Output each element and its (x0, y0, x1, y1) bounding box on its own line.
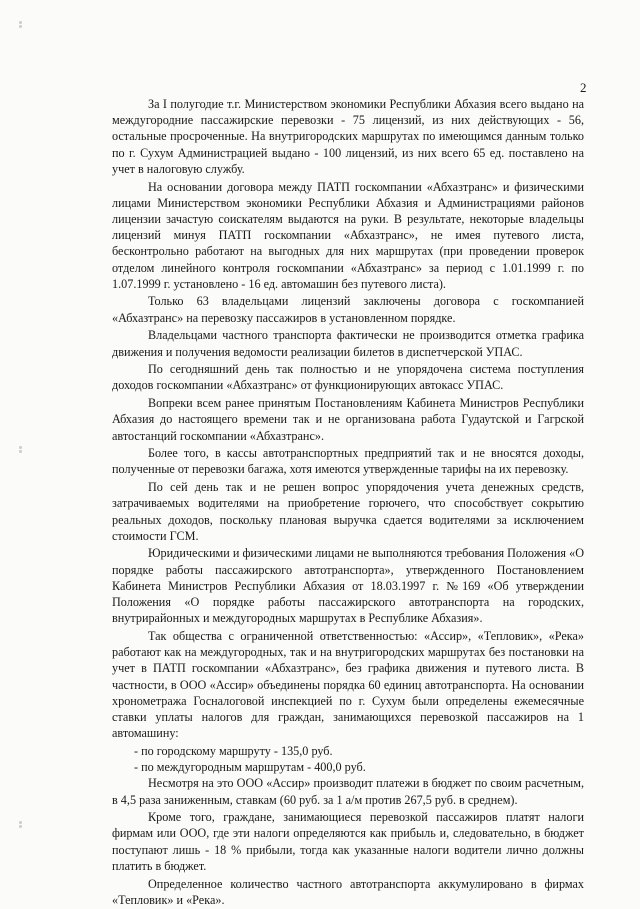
paragraph: Владельцами частного транспорта фактически не производится отметка графика движения и получения ведомости реализации билетов в диспетчерской УПАС. (112, 328, 584, 359)
document-body (112, 96, 584, 909)
scan-mark (18, 445, 36, 455)
paragraph: По сей день так и не решен вопрос упорядочения учета денежных средств, затрачиваемых водителями на приобретение горючего, что способствует сокрытию реальных доходов, поскольку плановая выручка сдается водителями за исключением стоимости ГСМ. (112, 480, 584, 543)
paragraph: Определенное количество частного автотранспорта аккумулировано в фирмах «Тепловик» и «Река». (112, 876, 584, 907)
paragraph: Более того, в кассы автотранспортных предприятий так и не вносятся доходы, полученные от перевозки багажа, хотя имеются утвержденные тарифы на их перевозку. (112, 446, 584, 477)
paragraph: По сегодняшний день так полностью и не упорядочена система поступления доходов госкомпании «Абхазтранс» от функционирующих автокасс УПАС. (112, 362, 584, 393)
paragraph: Так общества с ограниченной ответственностью: «Ассир», «Тепловик», «Река» работают как на междугородных, так и на внутригородских маршрутах без постановки на учет в ПАТП госкомпании «Абхазтранс», без графика движения и путевого листа. В частности, в ООО «Ассир» объединены порядка 60 единиц автотранспорта. На основании хронометража Госналоговой инспекцией по г. Сухум были определены ежемесячные ставки уплаты налогов для граждан, занимающихся перевозкой пассажиров на 1 автомашину: (112, 629, 584, 741)
paragraph: Вопреки всем ранее принятым Постановлениям Кабинета Министров Республики Абхазия до настоящего времени так и не организована работа Гудаутской и Гагрской автостанций госкомпании «Абхазтранс». (112, 396, 584, 443)
paragraph: Кроме того, граждане, занимающиеся перевозкой пассажиров платят налоги фирмам или ООО, где эти налоги определяются как прибыль и, следовательно, в бюджет поступают лишь - 18 % прибыли, тогда как указанные налоги водители лично должны платить в бюджет. (112, 810, 584, 873)
paragraph: Несмотря на это ООО «Ассир» производит платежи в бюджет по своим расчетным, в 4,5 раза заниженным, ставкам (60 руб. за 1 а/м против 267,5 руб. в среднем). (112, 776, 584, 807)
list-item: - по междугородным маршрутам - 400,0 руб. (134, 760, 366, 775)
scan-mark (18, 820, 36, 830)
paragraph: За I полугодие т.г. Министерством экономики Республики Абхазия всего выдано на междугородние пассажирские перевозки - 75 лицензий, из них действующих - 56, остальные просроченные. На внутригородских маршрутах по имеющимся данным только по г. Сухум Администрацией выдано - 100 лицензий, из них всего 65 ед. поставлено на учет в налоговую службу. (112, 97, 584, 176)
list-item: - по городскому маршруту - 135,0 руб. (134, 743, 333, 758)
scan-mark (18, 20, 36, 30)
paragraph: На основании договора между ПАТП госкомпании «Абхазтранс» и физическими лицами Министерством экономики Республики Абхазия и Администрациями районов лицензии зачастую соискателям выдаются на руки. В результате, некоторые владельцы лицензий минуя ПАТП госкомпании «Абхазтранс», не имея путевого листа, бесконтрольно работают на выгодных для них маршрутах (при проведении проверок отделом линейного контроля госкомпании «Абхазтранс» за период с 1.01.1999 г. по 1.07.1999 г. установлено - 16 ед. автомашин без путевого листа). (112, 179, 584, 291)
paragraph: Только 63 владельцами лицензий заключены договора с госкомпанией «Абхазтранс» на перевозку пассажиров в установленном порядке. (112, 294, 584, 325)
page-number: 2 (580, 80, 587, 95)
paragraph: Юридическими и физическими лицами не выполняются требования Положения «О порядке работы пассажирского автотранспорта», утвержденного Постановлением Кабинета Министров Республики Абхазия от 18.03.1997 г. №169 «Об утверждении Положения «О порядке работы пассажирского автотранспорта на городских, внутрирайонных и междугородных маршрутах в Республике Абхазия». (112, 546, 584, 626)
